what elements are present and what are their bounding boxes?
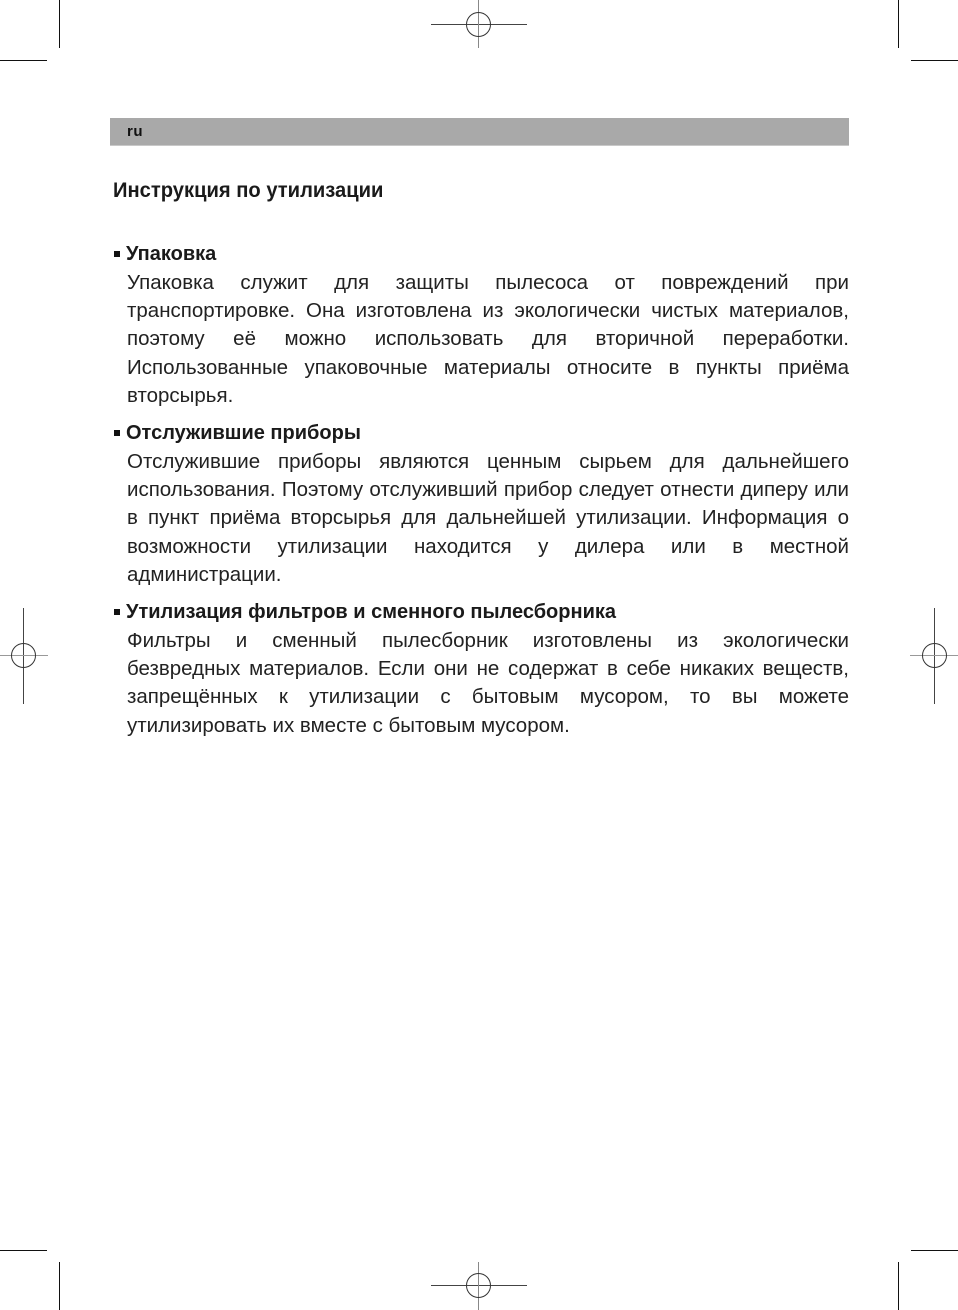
section-heading — [113, 599, 849, 625]
section-heading-text: Упаковка — [126, 243, 217, 265]
page-title: Инструкция по утилизации — [113, 179, 384, 202]
crop-mark-bottom-left-vertical — [59, 1262, 60, 1310]
section-old-appliances — [113, 420, 849, 589]
section-heading-text: Отслужившие приборы — [126, 422, 361, 445]
section-body: Отслужившие приборы являются ценным сырьем для дальнейшего использования. Поэтому отслуживший прибор следует отнести диперу или в пункт приёма вторсырья для дальнейшей утилизации. Информация о возможности утилизации находится у дилера или в местной администрации. — [127, 450, 849, 586]
section-packaging — [113, 241, 849, 410]
section-heading — [113, 241, 849, 267]
language-header-bar — [110, 118, 849, 145]
crop-mark-bottom-left-horizontal — [0, 1250, 47, 1251]
section-heading-text: Утилизация фильтров и сменного пылесборника — [126, 601, 616, 624]
registration-mark-middle-right-icon — [910, 608, 958, 704]
registration-mark-bottom-center-icon — [431, 1262, 527, 1310]
section-body: Упаковка служит для защиты пылесоса от повреждений при транспортировке. Она изготовлена из экологически чистых материалов, поэтому её можно использовать для вторичной переработки. Использованные упаковочные материалы относите в пункты приёма вторсырья. — [127, 271, 849, 407]
bullet-icon — [114, 430, 120, 436]
section-heading — [113, 420, 849, 446]
registration-mark-middle-left-icon — [0, 608, 48, 704]
registration-mark-top-center-icon — [431, 0, 527, 50]
crop-mark-top-right-horizontal — [911, 60, 958, 61]
crop-mark-top-right-vertical — [898, 0, 899, 48]
bullet-icon — [114, 251, 120, 257]
crop-mark-top-left-horizontal — [0, 60, 47, 61]
crop-mark-bottom-right-vertical — [898, 1262, 899, 1310]
section-filters-and-dustbag — [113, 599, 849, 740]
bullet-icon — [114, 609, 120, 615]
document-content — [113, 177, 849, 750]
section-body: Фильтры и сменный пылесборник изготовлены из экологически безвредных материалов. Если они не содержат в себе никаких веществ, запрещённых к утилизации с бытовым мусором, то вы можете утилизировать их вместе с бытовым мусором. — [127, 629, 849, 737]
crop-mark-top-left-vertical — [59, 0, 60, 48]
crop-mark-bottom-right-horizontal — [911, 1250, 958, 1251]
language-code: ru — [127, 123, 143, 140]
